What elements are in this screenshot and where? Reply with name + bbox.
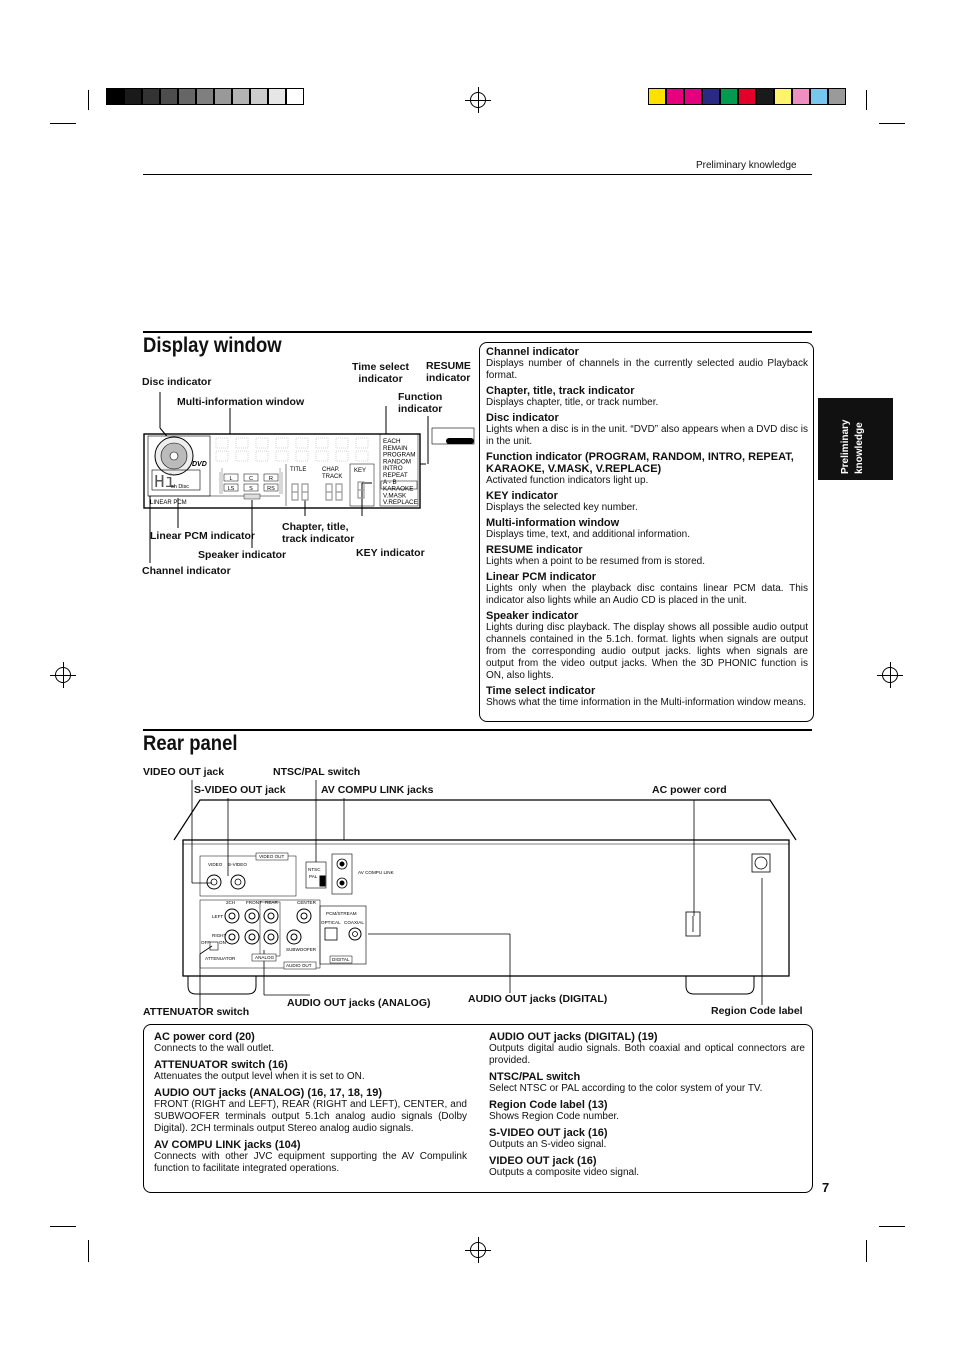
side-tab-line1: Preliminary bbox=[840, 419, 851, 474]
description-text: Displays chapter, title, or track number. bbox=[486, 397, 659, 408]
lcd-function-label: RANDOM bbox=[383, 458, 411, 466]
svg-text:C: C bbox=[249, 476, 253, 482]
svg-text:VIDEO: VIDEO bbox=[208, 862, 223, 867]
description-term: S-VIDEO OUT jack (16) bbox=[489, 1127, 608, 1139]
callout-time-select: Time select indicator bbox=[352, 361, 410, 385]
gray-swatch bbox=[286, 88, 304, 105]
description-text: Select NTSC or PAL according to the color system of your TV. bbox=[489, 1083, 763, 1094]
gray-swatch bbox=[214, 88, 232, 105]
description-text: Displays number of channels in the currently selected audio Playback format. bbox=[486, 358, 808, 381]
crop-mark bbox=[879, 1226, 905, 1227]
svg-text:S-VIDEO: S-VIDEO bbox=[228, 862, 247, 867]
crop-mark bbox=[866, 1240, 867, 1262]
callout-audio-digital: AUDIO OUT jacks (DIGITAL) bbox=[468, 993, 608, 1005]
svg-text:PCM/STREAM: PCM/STREAM bbox=[326, 911, 357, 916]
description-term: AC power cord (20) bbox=[154, 1031, 255, 1043]
lcd-chap: CHAP. bbox=[322, 467, 340, 473]
svg-text:AV COMPU LINK: AV COMPU LINK bbox=[358, 870, 394, 875]
gray-swatch bbox=[250, 88, 268, 105]
svg-text:ON: ON bbox=[219, 940, 226, 945]
rear-panel-diagram bbox=[160, 780, 820, 1020]
description-term: Disc indicator bbox=[486, 412, 559, 424]
description-text: Activated function indicators light up. bbox=[486, 475, 649, 486]
svg-text:AUDIO OUT: AUDIO OUT bbox=[286, 963, 312, 968]
callout-ntsc-pal: NTSC/PAL switch bbox=[273, 766, 361, 778]
color-swatch bbox=[756, 88, 774, 105]
svg-text:PAL: PAL bbox=[309, 874, 318, 879]
description-text: FRONT (RIGHT and LEFT), REAR (RIGHT and LEFT), CENTER, and SUBWOOFER terminals output 5.1ch analog audio signals (Dolby Digital). 2CH terminals output Stereo analog audio signals. bbox=[154, 1099, 467, 1134]
header-rule bbox=[143, 174, 812, 175]
gray-swatch bbox=[160, 88, 178, 105]
description-term: Linear PCM indicator bbox=[486, 571, 597, 583]
description-text: Shows Region Code number. bbox=[489, 1111, 620, 1122]
callout-audio-analog: AUDIO OUT jacks (ANALOG) bbox=[287, 997, 431, 1009]
crop-mark bbox=[866, 90, 867, 110]
rear-panel-rule bbox=[143, 729, 812, 731]
callout-resume: RESUME indicator bbox=[426, 360, 471, 384]
svg-text:OPTICAL: OPTICAL bbox=[321, 920, 341, 925]
page-number: 7 bbox=[822, 1180, 830, 1195]
description-text: Outputs a composite video signal. bbox=[489, 1167, 640, 1178]
description-term: AV COMPU LINK jacks (104) bbox=[154, 1139, 301, 1151]
callout-chapter: Chapter, title, track indicator bbox=[282, 521, 355, 545]
lcd-hi-disc: sh Disc bbox=[171, 484, 190, 490]
description-term: KEY indicator bbox=[486, 490, 558, 502]
color-swatch bbox=[810, 88, 828, 105]
lcd-function-label: V.REPLACE bbox=[383, 499, 418, 507]
registration-mark-bottom bbox=[470, 1242, 486, 1258]
rear-panel-title: Rear panel bbox=[143, 732, 238, 755]
callout-speaker: Speaker indicator bbox=[198, 549, 287, 561]
side-tab-line2: knowledge bbox=[854, 422, 865, 474]
svg-text:2CH: 2CH bbox=[226, 900, 236, 905]
lcd-function-label: REMAIN bbox=[383, 444, 408, 452]
description-text: Outputs an S-video signal. bbox=[489, 1139, 607, 1150]
callout-disc-indicator: Disc indicator bbox=[142, 376, 212, 388]
svg-text:COAXIAL: COAXIAL bbox=[344, 920, 364, 925]
svg-text:R: R bbox=[269, 476, 273, 482]
description-term: RESUME indicator bbox=[486, 544, 583, 556]
svg-text:CENTER: CENTER bbox=[297, 900, 316, 905]
description-term: Function indicator (PROGRAM, RANDOM, INTRO, REPEAT, KARAOKE, V.MASK, V.REPLACE) bbox=[486, 451, 794, 475]
svg-text:ANALOG: ANALOG bbox=[255, 955, 275, 960]
crop-mark bbox=[50, 123, 76, 124]
svg-text:RIGHT: RIGHT bbox=[212, 933, 227, 938]
rear-descriptions-right bbox=[489, 1031, 805, 1183]
description-text: Shows what the time information in the Multi-information window means. bbox=[486, 697, 807, 708]
crop-mark bbox=[88, 90, 89, 110]
lcd-display-diagram bbox=[140, 388, 480, 578]
lcd-function-label: V.MASK bbox=[383, 492, 407, 500]
color-swatch bbox=[666, 88, 684, 105]
svg-text:RS: RS bbox=[267, 486, 275, 492]
color-swatch bbox=[738, 88, 756, 105]
crop-mark bbox=[879, 123, 905, 124]
lcd-function-label: INTRO bbox=[383, 465, 403, 473]
svg-text:S: S bbox=[249, 486, 253, 492]
svg-text:Hi: Hi bbox=[154, 473, 176, 493]
gray-swatch bbox=[106, 88, 124, 105]
description-text: Displays the selected key number. bbox=[486, 502, 638, 513]
color-swatch bbox=[684, 88, 702, 105]
crop-mark bbox=[50, 1226, 76, 1227]
registration-mark-right bbox=[882, 667, 898, 683]
description-text: Attenuates the output level when it is set to ON. bbox=[154, 1071, 365, 1082]
lcd-function-label: EACH bbox=[383, 438, 401, 445]
callout-av-compu: AV COMPU LINK jacks bbox=[321, 784, 434, 796]
callout-region: Region Code label bbox=[711, 1005, 803, 1017]
color-swatch bbox=[792, 88, 810, 105]
description-term: NTSC/PAL switch bbox=[489, 1071, 581, 1083]
callout-channel: Channel indicator bbox=[142, 565, 231, 577]
lcd-function-label: REPEAT bbox=[383, 472, 408, 479]
description-text: Lights when a point to be resumed from is stored. bbox=[486, 556, 706, 567]
gray-swatch bbox=[178, 88, 196, 105]
description-text: Connects to the wall outlet. bbox=[154, 1043, 275, 1054]
gray-swatch bbox=[196, 88, 214, 105]
svg-text:LEFT: LEFT bbox=[212, 914, 224, 919]
svg-text:OFF: OFF bbox=[201, 940, 211, 945]
lcd-dvd: DVD bbox=[192, 461, 207, 468]
lcd-linear-pcm: LINEAR PCM bbox=[150, 500, 187, 506]
description-text: Outputs digital audio signals. Both coaxial and optical connectors are provided. bbox=[489, 1043, 805, 1066]
description-text: Connects with other JVC equipment supporting the AV Compulink function to facilitate integrated operations. bbox=[154, 1151, 467, 1174]
svg-text:L: L bbox=[229, 476, 233, 482]
gray-swatch bbox=[232, 88, 250, 105]
description-term: VIDEO OUT jack (16) bbox=[489, 1155, 597, 1167]
description-text: Lights when a disc is in the unit. “DVD” also appears when a DVD disc is in the unit. bbox=[486, 424, 808, 447]
callout-linear-pcm: Linear PCM indicator bbox=[150, 530, 256, 542]
svg-text:VIDEO OUT: VIDEO OUT bbox=[259, 854, 285, 859]
color-swatch bbox=[648, 88, 666, 105]
side-tab bbox=[818, 398, 893, 480]
registration-mark-left bbox=[55, 667, 71, 683]
description-term: Chapter, title, track indicator bbox=[486, 385, 635, 397]
display-descriptions-list bbox=[486, 346, 808, 712]
callout-function: Function indicator bbox=[398, 391, 443, 415]
crop-mark bbox=[88, 1240, 89, 1262]
callout-ac-cord: AC power cord bbox=[652, 784, 727, 796]
display-window-title: Display window bbox=[143, 334, 282, 357]
lcd-function-label: PROGRAM bbox=[383, 451, 416, 459]
description-term: Region Code label (13) bbox=[489, 1099, 608, 1111]
callout-multi-info: Multi-information window bbox=[177, 396, 305, 408]
gray-swatch bbox=[142, 88, 160, 105]
description-text: Lights during disc playback. The display shows all possible audio output channels contained in the 5.1ch. format. lights when signals are output from the corresponding audio output jacks. lights when signals are output from the video output jacks. When the 3D PHONIC function is ON, also lights. bbox=[486, 622, 808, 681]
registration-mark-top bbox=[470, 92, 486, 108]
lcd-title: TITLE bbox=[290, 467, 307, 473]
color-swatch bbox=[720, 88, 738, 105]
section-header: Preliminary knowledge bbox=[696, 160, 797, 171]
description-term: Channel indicator bbox=[486, 346, 579, 358]
svg-text:REAR: REAR bbox=[265, 900, 278, 905]
lcd-key: KEY bbox=[354, 468, 367, 474]
callout-video-out: VIDEO OUT jack bbox=[143, 766, 225, 778]
description-term: Time select indicator bbox=[486, 685, 596, 697]
callout-s-video: S-VIDEO OUT jack bbox=[194, 784, 286, 796]
display-descriptions-box bbox=[479, 342, 814, 722]
gray-swatch bbox=[268, 88, 286, 105]
display-window-rule bbox=[143, 331, 812, 333]
color-swatch bbox=[828, 88, 846, 105]
svg-text:SUBWOOFER: SUBWOOFER bbox=[286, 947, 317, 952]
rear-descriptions-box bbox=[143, 1024, 813, 1193]
callout-attenuator: ATTENUATOR switch bbox=[143, 1006, 250, 1018]
description-term: ATTENUATOR switch (16) bbox=[154, 1059, 288, 1071]
gray-swatch bbox=[124, 88, 142, 105]
description-text: Displays time, text, and additional information. bbox=[486, 529, 690, 540]
lcd-function-label: KARAOKE bbox=[383, 485, 414, 493]
lcd-track: TRACK bbox=[322, 474, 343, 480]
description-term: Speaker indicator bbox=[486, 610, 579, 622]
description-term: AUDIO OUT jacks (ANALOG) (16, 17, 18, 19) bbox=[154, 1087, 383, 1099]
description-term: Multi-information window bbox=[486, 517, 620, 529]
svg-text:ATTENUATOR: ATTENUATOR bbox=[205, 956, 236, 961]
description-term: AUDIO OUT jacks (DIGITAL) (19) bbox=[489, 1031, 658, 1043]
color-swatch bbox=[702, 88, 720, 105]
callout-key: KEY indicator bbox=[356, 547, 425, 559]
rear-descriptions-left bbox=[154, 1031, 467, 1179]
svg-text:FRONT: FRONT bbox=[246, 900, 262, 905]
color-swatch bbox=[774, 88, 792, 105]
svg-text:NTSC: NTSC bbox=[308, 867, 321, 872]
svg-text:LS: LS bbox=[227, 486, 235, 492]
description-text: Lights only when the playback disc contains linear PCM data. This indicator also lights while an Audio CD is placed in the unit. bbox=[486, 583, 808, 606]
svg-text:DIGITAL: DIGITAL bbox=[332, 957, 350, 962]
lcd-function-label: A - B bbox=[383, 478, 397, 486]
